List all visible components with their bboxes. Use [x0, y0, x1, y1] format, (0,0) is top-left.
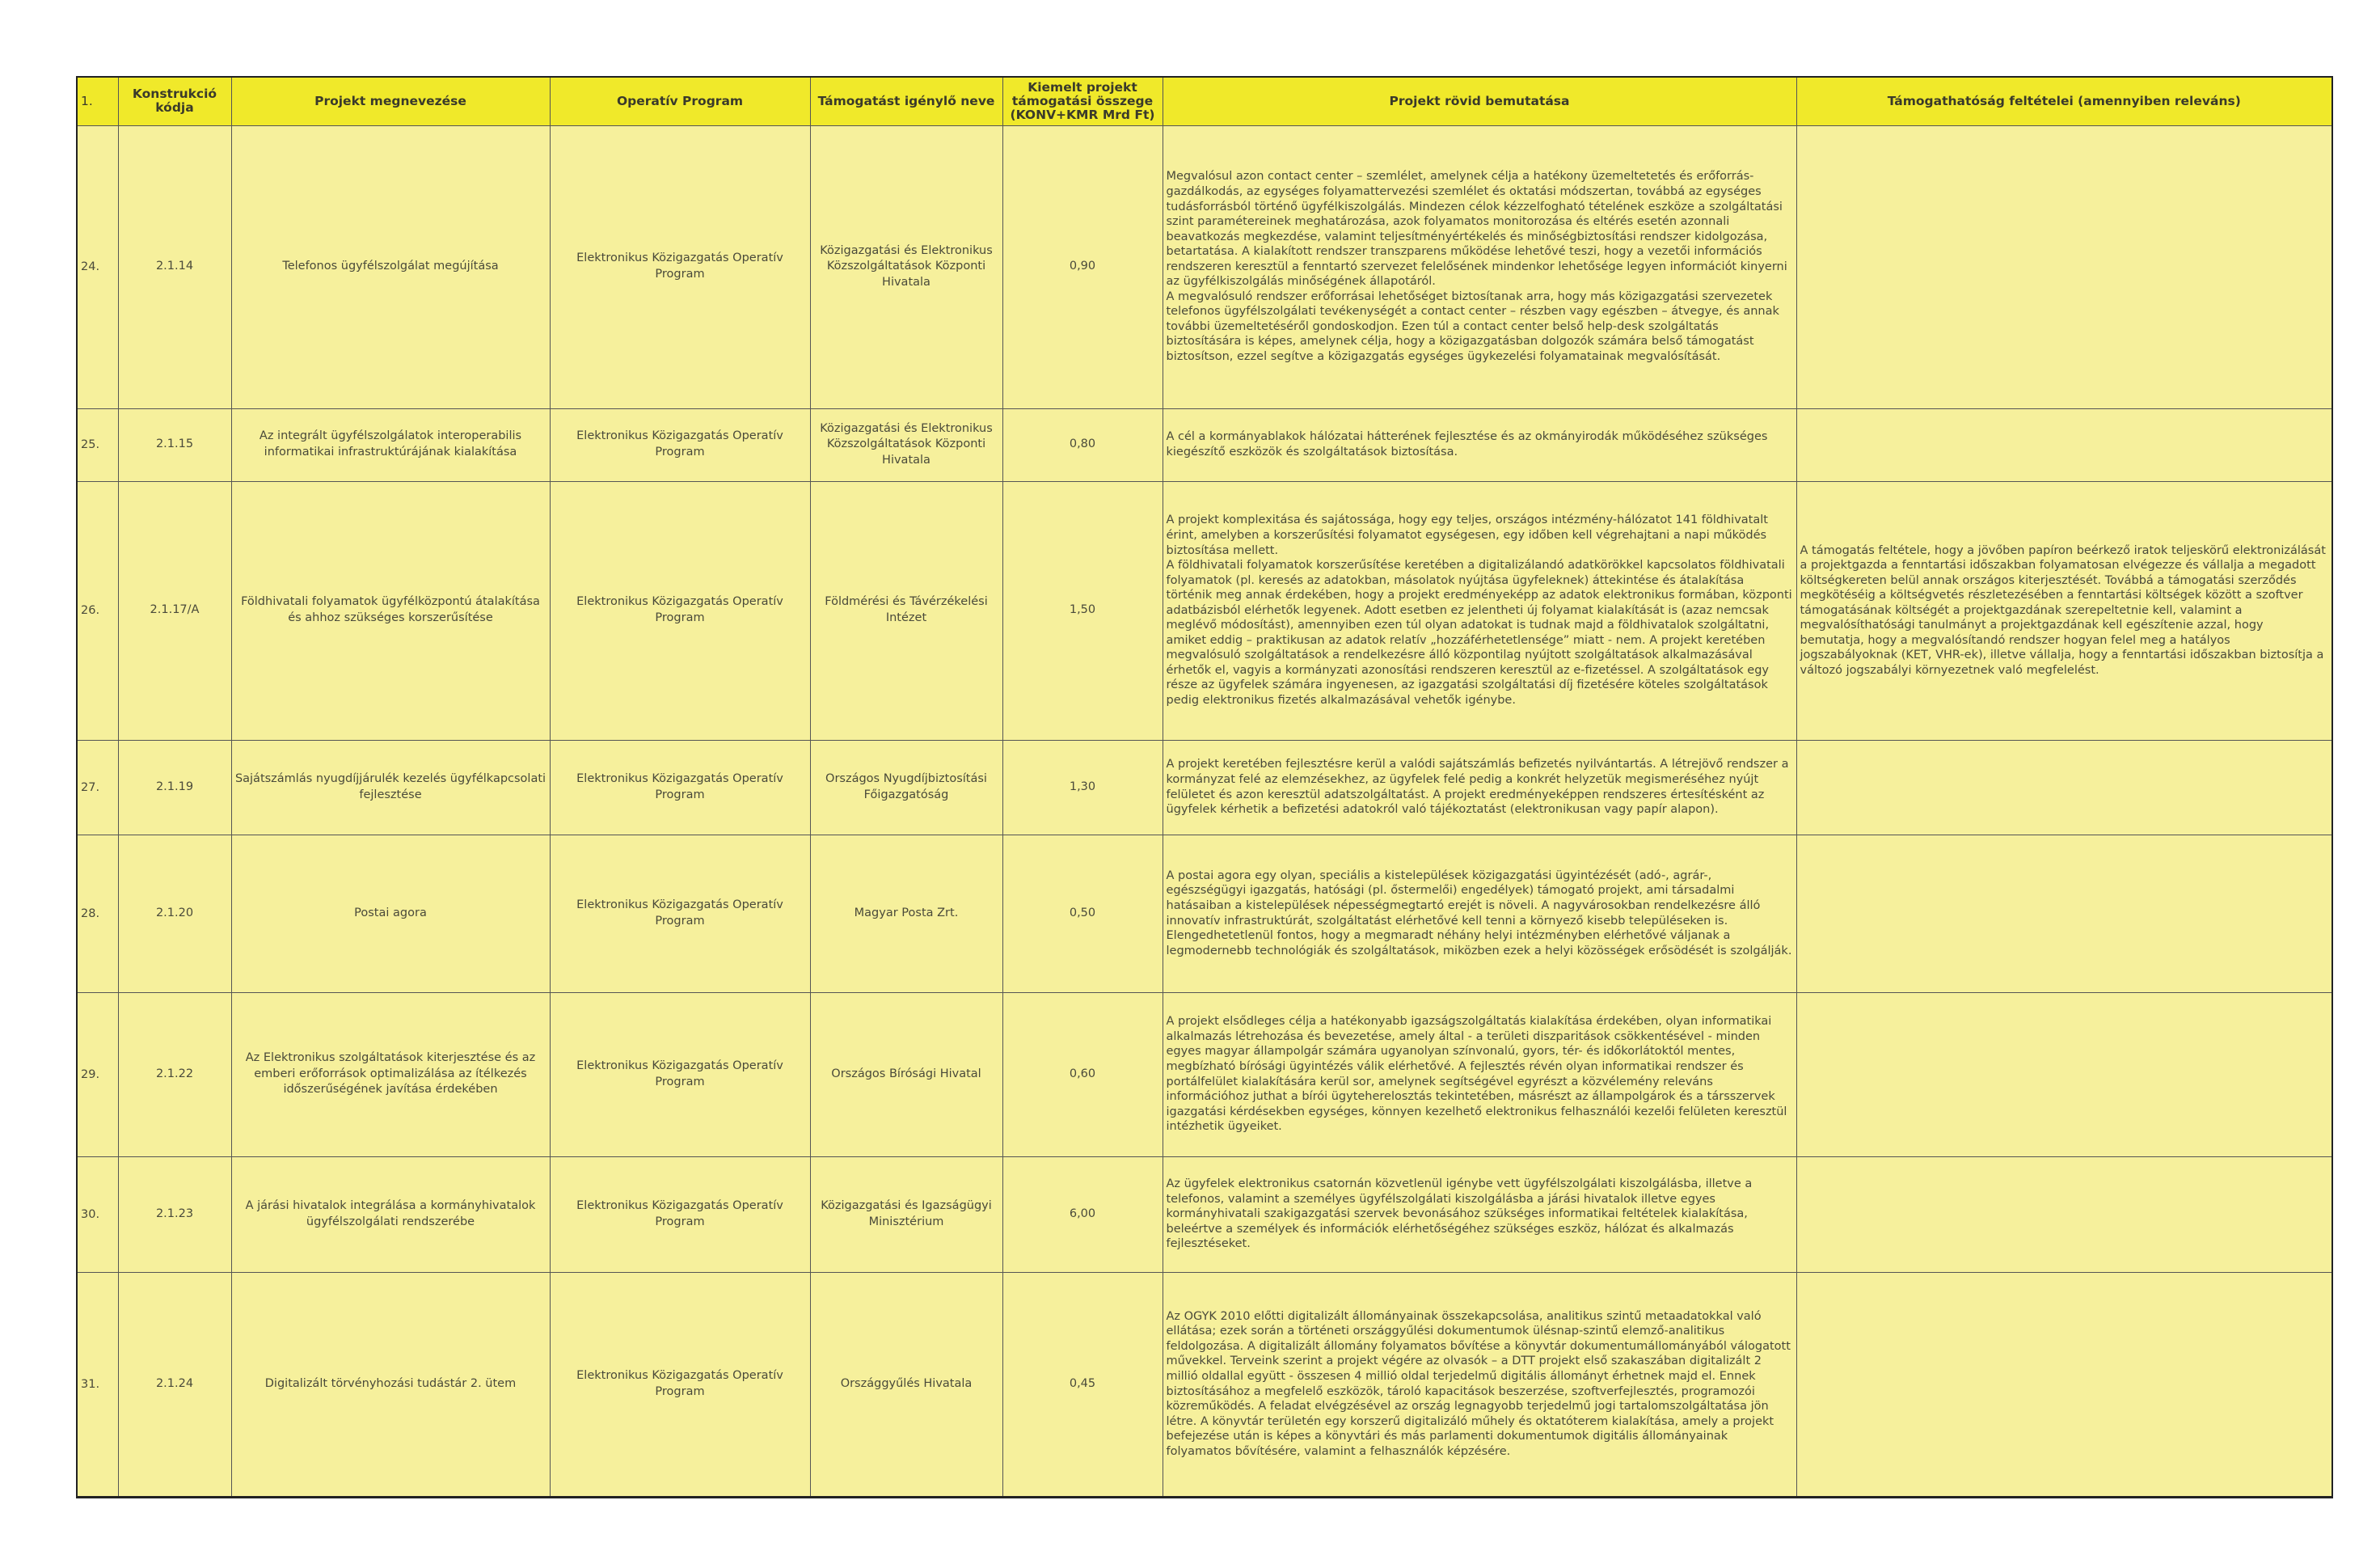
row-name: Telefonos ügyfélszolgálat megújítása — [231, 125, 550, 408]
table-row — [77, 408, 2332, 481]
row-code: 2.1.19 — [118, 740, 231, 835]
table-row — [77, 835, 2332, 992]
row-applicant: Közigazgatási és Elektronikus Közszolgáltatások Központi Hivatala — [810, 125, 1002, 408]
row-name: Az Elektronikus szolgáltatások kiterjesztése és az emberi erőforrások optimalizálása az ítélkezés időszerűségének javítása érdekében — [231, 992, 550, 1156]
row-description: A postai agora egy olyan, speciális a kistelepülések közigazgatási ügyintézését (adó-, agrár-, egészségügyi igazgatás, hatósági (pl. őstermelői) engedélyek) támogató projekt, ami társadalmi hatásaiban a kistelepülések népességmegtartó erejét is növeli. A nagyvárosokban rendelkezésre álló innovatív infrastruktúrát, szolgáltatást elérhetővé kell tenni a környező kisebb településeken is. Elengedhetetlenül fontos, hogy a megmaradt néhány helyi intézményben elérhetővé váljanak a legmodernebb technológiák és szolgáltatások, miközben ezek a helyi közösségek erősödését is szolgálják. — [1163, 835, 1796, 992]
row-description: A projekt elsődleges célja a hatékonyabb igazságszolgáltatás kialakítása érdekében, olyan informatikai alkalmazás létrehozása és bevezetése, amely által - a területi diszparitások csökkentésével - minden egyes magyar állampolgár számára ugyanolyan színvonalú, gyors, tér- és időkorlátoktól mentes, megbízható bírósági ügyintézés válik elérhetővé. A fejlesztés révén olyan informatikai rendszer és portálfelület kialakítására kerül sor, amelynek segítségével egyrészt a közvélemény releváns információhoz juthat a bírói ügyteherelosztás tekintetében, másrészt az állampolgárok és a társszervek igazgatási kérdésekben egységes, könnyen kezelhető elektronikus felhasználói kezelői felületen keresztül intézhetik ügyeiket. — [1163, 992, 1796, 1156]
row-code: 2.1.24 — [118, 1272, 231, 1497]
row-code: 2.1.14 — [118, 125, 231, 408]
header-num: 1. — [77, 77, 118, 125]
row-conditions: A támogatás feltétele, hogy a jövőben papíron beérkező iratok teljeskörű elektronizálását a projektgazda a fenntartási időszakban folyamatosan elvégezze és vállalja a megadott költségkereten belül annak országos kiterjesztését. Továbbá a támogatási szerződés megkötéséig a költségvetés részletezésében a fenntartási költségek között a szoftver támogatásának költségét a projektgazdának szerepeltetnie kell, valamint a megvalósíthatósági tanulmányt a projektgazdának kell egészítenie azzal, hogy bemutatja, hogy a megvalósítandó rendszer hogyan felel meg a hatályos jogszabályoknak (KET, VHR-ek), illetve vállalja, hogy a fenntartási időszakban biztosítja a változó jogszabályi környezetnek való megfelelést. — [1796, 481, 2332, 740]
row-num: 29. — [77, 992, 118, 1156]
row-program: Elektronikus Közigazgatás Operatív Program — [550, 408, 810, 481]
row-code: 2.1.15 — [118, 408, 231, 481]
table-row — [77, 740, 2332, 835]
row-program: Elektronikus Közigazgatás Operatív Program — [550, 481, 810, 740]
row-num: 31. — [77, 1272, 118, 1497]
row-conditions — [1796, 835, 2332, 992]
row-conditions — [1796, 1272, 2332, 1497]
row-num: 26. — [77, 481, 118, 740]
row-program: Elektronikus Közigazgatás Operatív Program — [550, 125, 810, 408]
row-conditions — [1796, 408, 2332, 481]
table-row — [77, 992, 2332, 1156]
row-description: A projekt keretében fejlesztésre kerül a valódi sajátszámlás befizetés nyilvántartás. A létrejövő rendszer a kormányzat felé az elemzésekhez, az ügyfelek felé pedig a konkrét helyzetük megismeréséhez nyújt felületet és azon keresztül adatszolgáltatást. A projekt eredményeképpen rendszeres értesítésként az ügyfelek kérhetik a befizetési adatokról való tájékoztatást (elektronikusan vagy papír alapon). — [1163, 740, 1796, 835]
row-applicant: Közigazgatási és Igazságügyi Minisztérium — [810, 1156, 1002, 1272]
row-program: Elektronikus Közigazgatás Operatív Program — [550, 992, 810, 1156]
row-amount: 6,00 — [1002, 1156, 1163, 1272]
header-row — [77, 77, 2332, 125]
row-code: 2.1.23 — [118, 1156, 231, 1272]
header-applicant: Támogatást igénylő neve — [810, 77, 1002, 125]
row-description: A projekt komplexitása és sajátossága, hogy egy teljes, országos intézmény-hálózatot 141 földhivatalt érint, amelyben a korszerűsítési folyamatot egységesen, egy időben kell végrehajtani a napi működés biztosítása mellett. A földhivatali folyamatok korszerűsítése keretében a digitalizálandó adatkörökkel kapcsolatos földhivatali folyamatok (pl. keresés az adatokban, másolatok nyújtása ügyfeleknek) áttekintése és átalakítása történik meg annak érdekében, hogy a projekt eredményeképp az adatok elektronikus formában, központi adatbázisból elérhetők legyenek. Adott esetben ez jelentheti új folyamat kialakítását is (azaz nemcsak meglévő módosítást), amennyiben ezen túl olyan adatokat is tudnak majd a földhivatalok szolgáltatni, amiket eddig – praktikusan az adatok relatív „hozzáférhetetlensége” miatt - nem. A projekt keretében megvalósuló szolgáltatások a rendelkezésre álló központilag nyújtott szolgáltatások alkalmazásával érhetők el, vagyis a kormányzati azonosítási rendszeren keresztül az e-fizetéssel. A szolgáltatások egy része az ügyfelek számára ingyenesen, az igazgatási szolgáltatási díj fizetésére köteles szolgáltatások pedig elektronikus fizetés alkalmazásával vehetők igénybe. — [1163, 481, 1796, 740]
row-num: 27. — [77, 740, 118, 835]
row-program: Elektronikus Közigazgatás Operatív Program — [550, 740, 810, 835]
row-applicant: Földmérési és Távérzékelési Intézet — [810, 481, 1002, 740]
row-amount: 0,60 — [1002, 992, 1163, 1156]
row-program: Elektronikus Közigazgatás Operatív Program — [550, 835, 810, 992]
row-program: Elektronikus Közigazgatás Operatív Program — [550, 1156, 810, 1272]
row-name: Az integrált ügyfélszolgálatok interoperabilis informatikai infrastruktúrájának kialakítása — [231, 408, 550, 481]
header-description: Projekt rövid bemutatása — [1163, 77, 1796, 125]
row-amount: 0,90 — [1002, 125, 1163, 408]
row-code: 2.1.17/A — [118, 481, 231, 740]
row-description: Az ügyfelek elektronikus csatornán közvetlenül igénybe vett ügyfélszolgálati kiszolgálásba, illetve a telefonos, valamint a személyes ügyfélszolgálati kiszolgálásba a járási hivatalok illetve egyes kormányhivatali szakigazgatási szervek bevonásához szükséges informatikai feltételek kialakítása, beleértve a személyek és információk elérhetőségéhez szükséges eszköz, hálózat és alkalmazás fejlesztéseket. — [1163, 1156, 1796, 1272]
row-applicant: Országos Bírósági Hivatal — [810, 992, 1002, 1156]
row-amount: 0,50 — [1002, 835, 1163, 992]
row-amount: 1,30 — [1002, 740, 1163, 835]
header-amount: Kiemelt projekt támogatási összege (KONV+KMR Mrd Ft) — [1002, 77, 1163, 125]
row-amount: 0,45 — [1002, 1272, 1163, 1497]
row-amount: 1,50 — [1002, 481, 1163, 740]
table-row — [77, 125, 2332, 408]
row-num: 25. — [77, 408, 118, 481]
header-name: Projekt megnevezése — [231, 77, 550, 125]
projects-table — [76, 76, 2333, 1498]
row-description: Az OGYK 2010 előtti digitalizált állományainak összekapcsolása, analitikus szintű metaadatokkal való ellátása; ezek során a történeti országgyűlési dokumentumok ülésnap-szintű elemző-analitikus feldolgozása. A digitalizált állomány folyamatos bővítése a könyvtár dokumentumállományából válogatott művekkel. Terveink szerint a projekt végére az olvasók – a DTT projekt első szakaszában digitalizált 2 millió oldallal együtt - összesen 4 millió oldal terjedelmű digitális állományt érhetnek majd el. Ennek biztosításához a megfelelő eszközök, tároló kapacitások beszerzése, szoftverfejlesztés, programozói közreműködés. A feladat elvégzésével az ország legnagyobb terjedelmű jogi tartalomszolgáltatása jön létre. A könyvtár területén egy korszerű digitalizáló műhely és oktatóterem kialakítása, amely a projekt befejezése után is képes a könyvtári és más parlamenti dokumentumok digitális állományainak folyamatos bővítésére, valamint a felhasználók képzésére. — [1163, 1272, 1796, 1497]
row-code: 2.1.20 — [118, 835, 231, 992]
row-applicant: Magyar Posta Zrt. — [810, 835, 1002, 992]
row-description: Megvalósul azon contact center – szemlélet, amelynek célja a hatékony üzemeltetetés és erőforrás-gazdálkodás, az egységes folyamattervezési szemlélet és oktatási módszertan, továbbá az egységes tudásforrásból történő ügyfélkiszolgálás. Mindezen célok kézzelfogható tételének eszköze a szolgáltatási szint paramétereinek meghatározása, azok folyamatos monitorozása és eltérés esetén azonnali beavatkozás megkezdése, valamint teljesítményértékelés és minőségbiztosítási rendszer kidolgozása, betartatása. A kialakított rendszer transzparens működése lehetővé teszi, hogy a vezetői információs rendszeren keresztül a fenntartó szervezet felelősének mindenkor lehetősége legyen információt kinyerni az ügyfélkiszolgálás minőségének állapotáról. A megvalósuló rendszer erőforrásai lehetőséget biztosítanak arra, hogy más közigazgatási szervezetek telefonos ügyfélszolgálati tevékenységét a contact center – részben vagy egészben – átvegye, és annak további üzemeltetéséről gondoskodjon. Ezen túl a contact center belső help-desk szolgáltatás biztosítására is képes, amelynek célja, hogy a közigazgatásban dolgozók számára belső támogatást biztosítson, ezzel segítve a közigazgatás egységes ügykezelési folyamatainak megvalósítását. — [1163, 125, 1796, 408]
table-row — [77, 481, 2332, 740]
table-row — [77, 1156, 2332, 1272]
row-name: Digitalizált törvényhozási tudástár 2. ütem — [231, 1272, 550, 1497]
row-num: 30. — [77, 1156, 118, 1272]
row-description: A cél a kormányablakok hálózatai hátterének fejlesztése és az okmányirodák működéséhez szükséges kiegészítő eszközök és szolgáltatások biztosítása. — [1163, 408, 1796, 481]
row-num: 28. — [77, 835, 118, 992]
row-name: A járási hivatalok integrálása a kormányhivatalok ügyfélszolgálati rendszerébe — [231, 1156, 550, 1272]
row-name: Sajátszámlás nyugdíjjárulék kezelés ügyfélkapcsolati fejlesztése — [231, 740, 550, 835]
row-amount: 0,80 — [1002, 408, 1163, 481]
row-program: Elektronikus Közigazgatás Operatív Program — [550, 1272, 810, 1497]
row-name: Földhivatali folyamatok ügyfélközpontú átalakítása és ahhoz szükséges korszerűsítése — [231, 481, 550, 740]
row-conditions — [1796, 740, 2332, 835]
row-conditions — [1796, 1156, 2332, 1272]
row-num: 24. — [77, 125, 118, 408]
header-program: Operatív Program — [550, 77, 810, 125]
row-applicant: Országgyűlés Hivatala — [810, 1272, 1002, 1497]
row-applicant: Országos Nyugdíjbiztosítási Főigazgatóság — [810, 740, 1002, 835]
header-conditions: Támogathatóság feltételei (amennyiben releváns) — [1796, 77, 2332, 125]
row-conditions — [1796, 125, 2332, 408]
row-applicant: Közigazgatási és Elektronikus Közszolgáltatások Központi Hivatala — [810, 408, 1002, 481]
row-code: 2.1.22 — [118, 992, 231, 1156]
table-row — [77, 1272, 2332, 1497]
header-code: Konstrukció kódja — [118, 77, 231, 125]
row-conditions — [1796, 992, 2332, 1156]
row-name: Postai agora — [231, 835, 550, 992]
